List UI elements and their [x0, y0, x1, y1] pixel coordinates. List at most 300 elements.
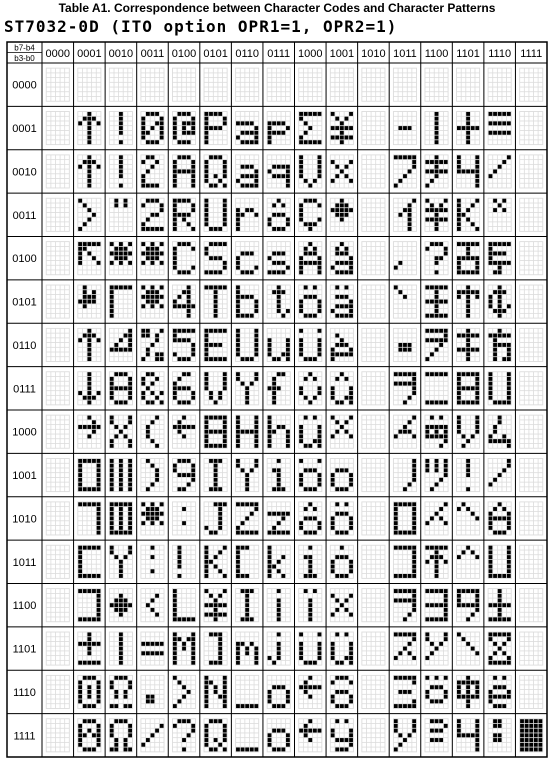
dot-off	[173, 112, 177, 116]
dot-off	[47, 295, 51, 299]
dot-off	[525, 160, 529, 164]
dot-off	[304, 203, 308, 207]
dot-on	[466, 304, 470, 308]
dot-off	[254, 295, 258, 299]
dot-on	[498, 252, 502, 256]
dot-on	[214, 304, 218, 308]
dot-off	[466, 266, 470, 270]
dot-off	[349, 169, 353, 173]
dot-off	[376, 97, 380, 101]
dot-off	[372, 73, 376, 77]
dot-off	[529, 357, 533, 361]
dot-off	[155, 400, 159, 404]
dot-off	[65, 199, 69, 203]
dot-off	[534, 266, 538, 270]
dot-off	[56, 314, 60, 318]
dot-off	[335, 218, 339, 222]
dot-off	[362, 131, 366, 135]
dot-off	[331, 300, 335, 304]
dot-off	[236, 117, 240, 121]
dot-on	[146, 155, 150, 159]
dot-off	[65, 252, 69, 256]
dot-off	[529, 266, 533, 270]
dot-off	[65, 343, 69, 347]
dot-off	[78, 396, 82, 400]
dot-on	[286, 174, 290, 178]
dot-off	[124, 92, 128, 96]
dot-off	[272, 73, 276, 77]
dot-off	[151, 434, 155, 438]
dot-off	[313, 329, 317, 333]
dot-off	[335, 256, 339, 260]
dot-off	[51, 160, 55, 164]
dot-off	[245, 92, 249, 96]
dot-off	[335, 290, 339, 294]
dot-on	[191, 343, 195, 347]
dot-off	[65, 121, 69, 125]
dot-on	[466, 242, 470, 246]
dot-off	[51, 121, 55, 125]
dot-off	[281, 295, 285, 299]
glyph-cell	[456, 241, 480, 275]
dot-off	[539, 304, 543, 308]
dot-on	[313, 377, 317, 381]
dot-off	[444, 222, 448, 226]
dot-off	[362, 343, 366, 347]
dot-off	[462, 391, 466, 395]
dot-off	[151, 334, 155, 338]
dot-on	[146, 372, 150, 376]
glyph-cell	[456, 198, 480, 232]
dot-off	[444, 343, 448, 347]
dot-off	[376, 396, 380, 400]
dot-off	[398, 92, 402, 96]
dot-off	[60, 179, 64, 183]
glyph-cell	[488, 111, 512, 145]
dot-off	[340, 155, 344, 159]
dot-off	[435, 247, 439, 251]
dot-on	[318, 165, 322, 169]
dot-off	[367, 160, 371, 164]
dot-off	[520, 87, 524, 91]
dot-off	[65, 73, 69, 77]
dot-on	[318, 160, 322, 164]
dot-off	[539, 213, 543, 217]
dot-off	[151, 352, 155, 356]
dot-off	[345, 300, 349, 304]
dot-off	[372, 69, 376, 73]
dot-off	[394, 121, 398, 125]
dot-off	[331, 174, 335, 178]
dot-on	[462, 169, 466, 173]
dot-off	[502, 165, 506, 169]
dot-off	[151, 377, 155, 381]
dot-off	[502, 69, 506, 73]
dot-off	[56, 213, 60, 217]
dot-on	[286, 357, 290, 361]
dot-off	[502, 285, 506, 289]
dot-off	[335, 112, 339, 116]
dot-off	[299, 97, 303, 101]
dot-off	[318, 377, 322, 381]
dot-off	[394, 92, 398, 96]
dot-off	[141, 112, 145, 116]
dot-off	[286, 136, 290, 140]
dot-on	[286, 165, 290, 169]
dot-on	[502, 261, 506, 265]
dot-off	[534, 290, 538, 294]
dot-off	[304, 352, 308, 356]
dot-off	[408, 391, 412, 395]
dot-off	[439, 247, 443, 251]
dot-off	[155, 391, 159, 395]
dot-off	[56, 87, 60, 91]
dot-off	[304, 117, 308, 121]
dot-on	[299, 155, 303, 159]
dot-off	[178, 117, 182, 121]
dot-off	[128, 256, 132, 260]
dot-off	[398, 252, 402, 256]
dot-on	[277, 290, 281, 294]
dot-off	[529, 174, 533, 178]
dot-on	[318, 329, 322, 333]
dot-off	[529, 69, 533, 73]
dot-on	[236, 314, 240, 318]
dot-on	[141, 396, 145, 400]
dot-off	[529, 352, 533, 356]
dot-off	[78, 266, 82, 270]
dot-off	[335, 391, 339, 395]
dot-on	[340, 343, 344, 347]
dot-on	[236, 266, 240, 270]
dot-off	[47, 386, 51, 390]
dot-off	[182, 227, 186, 231]
dot-off	[141, 92, 145, 96]
dot-on	[277, 165, 281, 169]
dot-off	[47, 155, 51, 159]
dot-off	[439, 334, 443, 338]
dot-off	[160, 382, 164, 386]
dot-off	[214, 69, 218, 73]
dot-off	[304, 174, 308, 178]
glyph-cell	[519, 371, 543, 405]
dot-off	[124, 242, 128, 246]
dot-on	[182, 140, 186, 144]
glyph-cell	[425, 241, 449, 275]
dot-on	[489, 386, 493, 390]
dot-off	[408, 304, 412, 308]
dot-on	[466, 372, 470, 376]
dot-off	[92, 174, 96, 178]
dot-off	[110, 179, 114, 183]
glyph-cell	[330, 241, 354, 275]
dot-off	[268, 242, 272, 246]
dot-off	[92, 329, 96, 333]
dot-off	[367, 396, 371, 400]
dot-off	[83, 184, 87, 188]
dot-off	[281, 222, 285, 226]
glyph-cell	[109, 198, 133, 232]
dot-off	[92, 121, 96, 125]
dot-off	[471, 92, 475, 96]
dot-off	[146, 208, 150, 212]
dot-off	[245, 352, 249, 356]
dot-off	[507, 126, 511, 130]
dot-off	[97, 97, 101, 101]
dot-off	[65, 300, 69, 304]
dot-on	[191, 304, 195, 308]
dot-off	[489, 179, 493, 183]
dot-off	[223, 391, 227, 395]
dot-on	[502, 112, 506, 116]
dot-on	[241, 184, 245, 188]
dot-on	[457, 377, 461, 381]
dot-on	[182, 270, 186, 274]
dot-off	[223, 348, 227, 352]
dot-off	[47, 117, 51, 121]
dot-off	[114, 174, 118, 178]
dot-off	[412, 334, 416, 338]
dot-off	[47, 203, 51, 207]
dot-off	[56, 160, 60, 164]
dot-off	[245, 382, 249, 386]
dot-off	[187, 69, 191, 73]
dot-off	[489, 87, 493, 91]
dot-on	[178, 213, 182, 217]
dot-off	[398, 352, 402, 356]
dot-off	[160, 174, 164, 178]
dot-off	[78, 400, 82, 404]
dot-off	[272, 83, 276, 87]
dot-on	[141, 131, 145, 135]
dot-on	[318, 348, 322, 352]
dot-off	[92, 155, 96, 159]
glyph-cell	[361, 154, 385, 188]
dot-off	[60, 69, 64, 73]
dot-on	[349, 256, 353, 260]
dot-off	[223, 112, 227, 116]
dot-on	[218, 329, 222, 333]
dot-off	[65, 416, 69, 420]
dot-on	[507, 377, 511, 381]
dot-off	[376, 295, 380, 299]
dot-on	[398, 382, 402, 386]
dot-on	[286, 352, 290, 356]
dot-off	[534, 92, 538, 96]
glyph-cell	[77, 111, 101, 145]
dot-on	[457, 213, 461, 217]
dot-off	[313, 92, 317, 96]
dot-off	[83, 377, 87, 381]
dot-off	[376, 199, 380, 203]
dot-off	[97, 285, 101, 289]
dot-off	[277, 87, 281, 91]
dot-off	[78, 92, 82, 96]
dot-off	[83, 112, 87, 116]
dot-on	[173, 300, 177, 304]
dot-on	[236, 348, 240, 352]
dot-off	[178, 174, 182, 178]
dot-on	[462, 213, 466, 217]
dot-off	[254, 155, 258, 159]
dot-off	[408, 295, 412, 299]
dot-off	[403, 73, 407, 77]
dot-off	[56, 266, 60, 270]
dot-off	[182, 334, 186, 338]
dot-off	[372, 199, 376, 203]
dot-off	[304, 300, 308, 304]
dot-off	[60, 425, 64, 429]
dot-on	[493, 343, 497, 347]
dot-off	[539, 218, 543, 222]
dot-off	[245, 213, 249, 217]
glyph-cell	[425, 111, 449, 145]
dot-off	[97, 199, 101, 203]
dot-off	[83, 140, 87, 144]
dot-on	[466, 290, 470, 294]
dot-off	[56, 252, 60, 256]
dot-on	[340, 400, 344, 404]
dot-on	[92, 334, 96, 338]
dot-off	[525, 97, 529, 101]
dot-off	[304, 69, 308, 73]
dot-off	[245, 126, 249, 130]
dot-off	[362, 199, 366, 203]
dot-on	[83, 425, 87, 429]
dot-on	[254, 309, 258, 313]
dot-on	[110, 290, 114, 294]
dot-off	[394, 348, 398, 352]
dot-off	[97, 184, 101, 188]
dot-on	[178, 329, 182, 333]
dot-on	[349, 314, 353, 318]
dot-off	[128, 227, 132, 231]
dot-off	[281, 117, 285, 121]
dot-off	[376, 179, 380, 183]
dot-on	[425, 338, 429, 342]
glyph-cell	[172, 241, 196, 275]
dot-off	[151, 179, 155, 183]
dot-off	[539, 131, 543, 135]
dot-off	[78, 309, 82, 313]
dot-off	[277, 83, 281, 87]
dot-on	[281, 213, 285, 217]
dot-on	[475, 155, 479, 159]
dot-off	[525, 126, 529, 130]
dot-off	[462, 266, 466, 270]
dot-off	[51, 329, 55, 333]
dot-on	[281, 165, 285, 169]
glyph-cell	[456, 371, 480, 405]
dot-off	[345, 121, 349, 125]
dot-off	[520, 69, 524, 73]
dot-off	[345, 92, 349, 96]
dot-on	[141, 261, 145, 265]
dot-off	[60, 420, 64, 424]
dot-off	[124, 352, 128, 356]
dot-off	[507, 218, 511, 222]
dot-off	[403, 247, 407, 251]
dot-off	[114, 87, 118, 91]
dot-off	[268, 247, 272, 251]
dot-off	[92, 218, 96, 222]
dot-off	[250, 227, 254, 231]
dot-off	[372, 165, 376, 169]
dot-off	[539, 199, 543, 203]
dot-on	[299, 160, 303, 164]
dot-off	[241, 136, 245, 140]
dot-off	[236, 169, 240, 173]
dot-off	[155, 266, 159, 270]
dot-off	[47, 169, 51, 173]
glyph-cell	[204, 198, 228, 232]
dot-off	[340, 83, 344, 87]
dot-on	[160, 203, 164, 207]
dot-off	[178, 126, 182, 130]
dot-off	[475, 300, 479, 304]
dot-off	[412, 314, 416, 318]
dot-off	[475, 314, 479, 318]
dot-on	[304, 112, 308, 116]
dot-off	[178, 222, 182, 226]
dot-off	[412, 121, 416, 125]
dot-on	[340, 208, 344, 212]
dot-on	[507, 386, 511, 390]
dot-off	[529, 222, 533, 226]
dot-on	[87, 400, 91, 404]
dot-off	[119, 270, 123, 274]
dot-off	[268, 73, 272, 77]
dot-off	[236, 203, 240, 207]
row-code-label: 1100	[12, 600, 37, 613]
dot-off	[56, 247, 60, 251]
dot-off	[502, 377, 506, 381]
dot-off	[191, 338, 195, 342]
dot-off	[381, 165, 385, 169]
dot-off	[277, 382, 281, 386]
dot-off	[412, 92, 416, 96]
dot-off	[493, 372, 497, 376]
dot-off	[173, 83, 177, 87]
dot-off	[51, 261, 55, 265]
dot-off	[362, 92, 366, 96]
dot-off	[493, 160, 497, 164]
dot-on	[146, 256, 150, 260]
dot-off	[236, 78, 240, 82]
dot-off	[335, 222, 339, 226]
dot-on	[182, 386, 186, 390]
dot-off	[520, 203, 524, 207]
dot-off	[97, 420, 101, 424]
dot-off	[114, 300, 118, 304]
dot-off	[313, 97, 317, 101]
dot-off	[367, 203, 371, 207]
dot-on	[489, 396, 493, 400]
dot-on	[498, 165, 502, 169]
dot-on	[178, 386, 182, 390]
dot-off	[114, 420, 118, 424]
dot-on	[277, 213, 281, 217]
dot-off	[87, 83, 91, 87]
dot-off	[60, 126, 64, 130]
dot-off	[398, 334, 402, 338]
dot-off	[241, 218, 245, 222]
dot-off	[218, 338, 222, 342]
dot-off	[178, 121, 182, 125]
dot-off	[187, 391, 191, 395]
dot-on	[471, 270, 475, 274]
dot-on	[114, 372, 118, 376]
